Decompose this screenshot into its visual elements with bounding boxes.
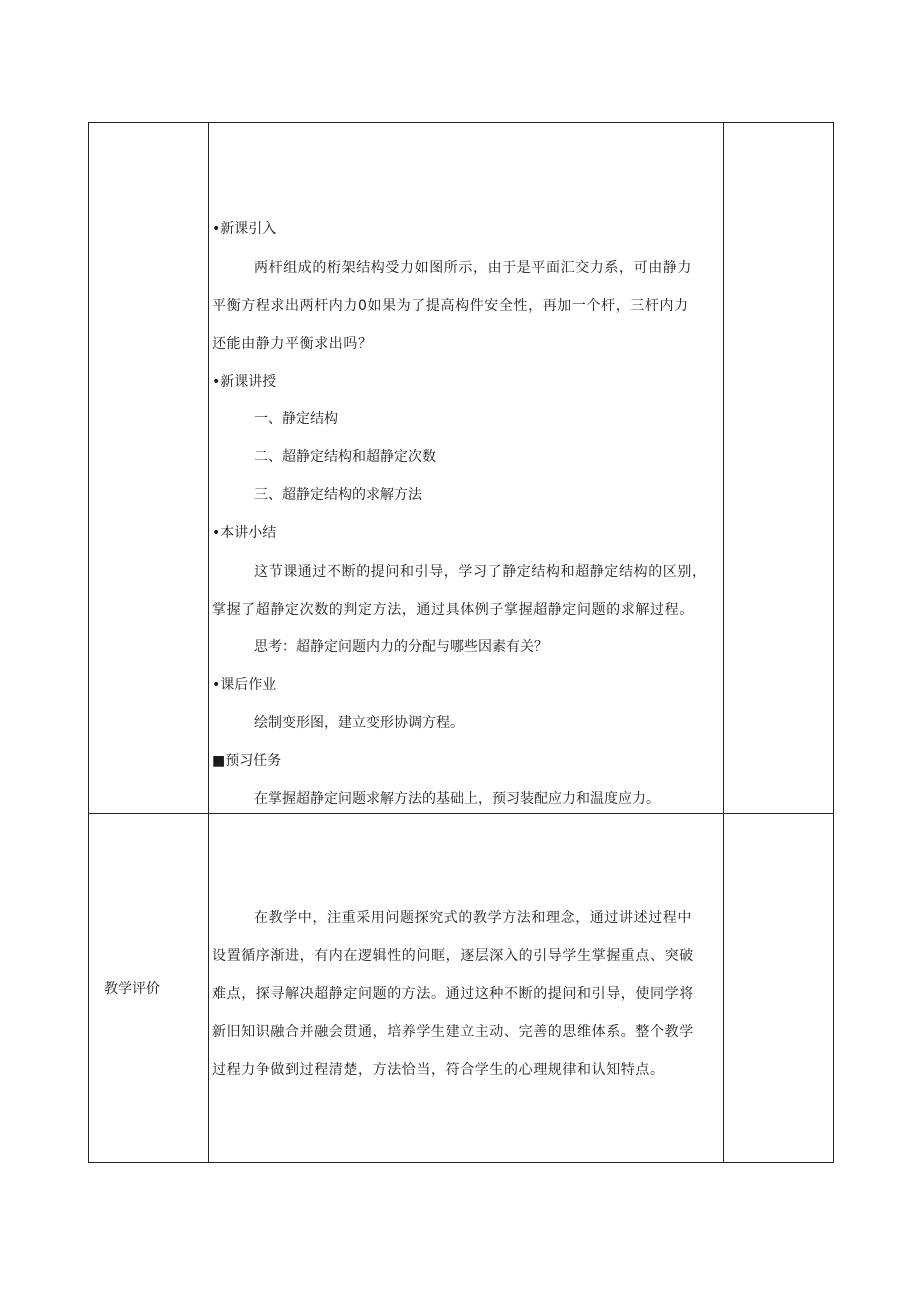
teach-heading: •新课讲授 bbox=[212, 374, 277, 390]
summary-line: 这节课通过不断的提问和引导，学习了静定结构和超静定结构的区别， bbox=[254, 564, 707, 580]
intro-line: 平衡方程求出两杆内力0如果为了提高构件安全性，再加一个杆，三杆内力 bbox=[212, 298, 689, 314]
evaluation-paragraph bbox=[212, 899, 722, 1089]
teach-item: 三、超静定结构的求解方法 bbox=[254, 487, 422, 503]
teach-item: 二、超静定结构和超静定次数 bbox=[254, 449, 436, 465]
intro-line: 两杆组成的桁架结构受力如图所示，由于是平面汇交力系，可由静力 bbox=[254, 260, 692, 276]
evaluation-line: 新旧知识融合并融会贯通，培养学生建立主动、完善的思维体系。整个教学 bbox=[212, 1024, 694, 1040]
table-border-left bbox=[88, 122, 89, 1163]
evaluation-line: 在教学中，注重采用问题探究式的教学方法和理念，通过讲述过程中 bbox=[254, 910, 692, 926]
table-column-divider-1 bbox=[208, 122, 209, 1163]
thinking-question: 思考：超静定问题内力的分配与哪些因素有关？ bbox=[254, 639, 548, 655]
intro-heading: •新课引入 bbox=[212, 221, 277, 237]
preview-text: 在掌握超静定问题求解方法的基础上，预习装配应力和温度应力。 bbox=[254, 791, 660, 807]
homework-text: 绘制变形图，建立变形协调方程。 bbox=[254, 715, 464, 731]
evaluation-line: 过程力争做到过程清楚，方法恰当，符合学生的心理规律和认知特点。 bbox=[212, 1062, 665, 1078]
intro-paragraph bbox=[212, 249, 722, 363]
table-column-divider-2 bbox=[723, 122, 724, 1163]
summary-heading: •本讲小结 bbox=[212, 525, 277, 541]
homework-heading: •课后作业 bbox=[212, 677, 277, 693]
table-border-right bbox=[833, 122, 834, 1163]
intro-line: 还能由静力平衡求出吗？ bbox=[212, 336, 373, 352]
summary-paragraph bbox=[212, 553, 722, 629]
evaluation-label: 教学评价 bbox=[104, 981, 160, 997]
evaluation-line: 设置循序渐进，有内在逻辑性的问眶，逐层深入的引导学生掌握重点、突破 bbox=[212, 948, 694, 964]
preview-heading: ■预习任务 bbox=[212, 753, 282, 769]
summary-line: 掌握了超静定次数的判定方法，通过具体例子掌握超静定问题的求解过程。 bbox=[212, 602, 694, 618]
teach-item: 一、静定结构 bbox=[254, 411, 338, 427]
evaluation-line: 难点，探寻解决超静定问题的方法。通过这种不断的提问和引导，使同学将 bbox=[212, 986, 694, 1002]
